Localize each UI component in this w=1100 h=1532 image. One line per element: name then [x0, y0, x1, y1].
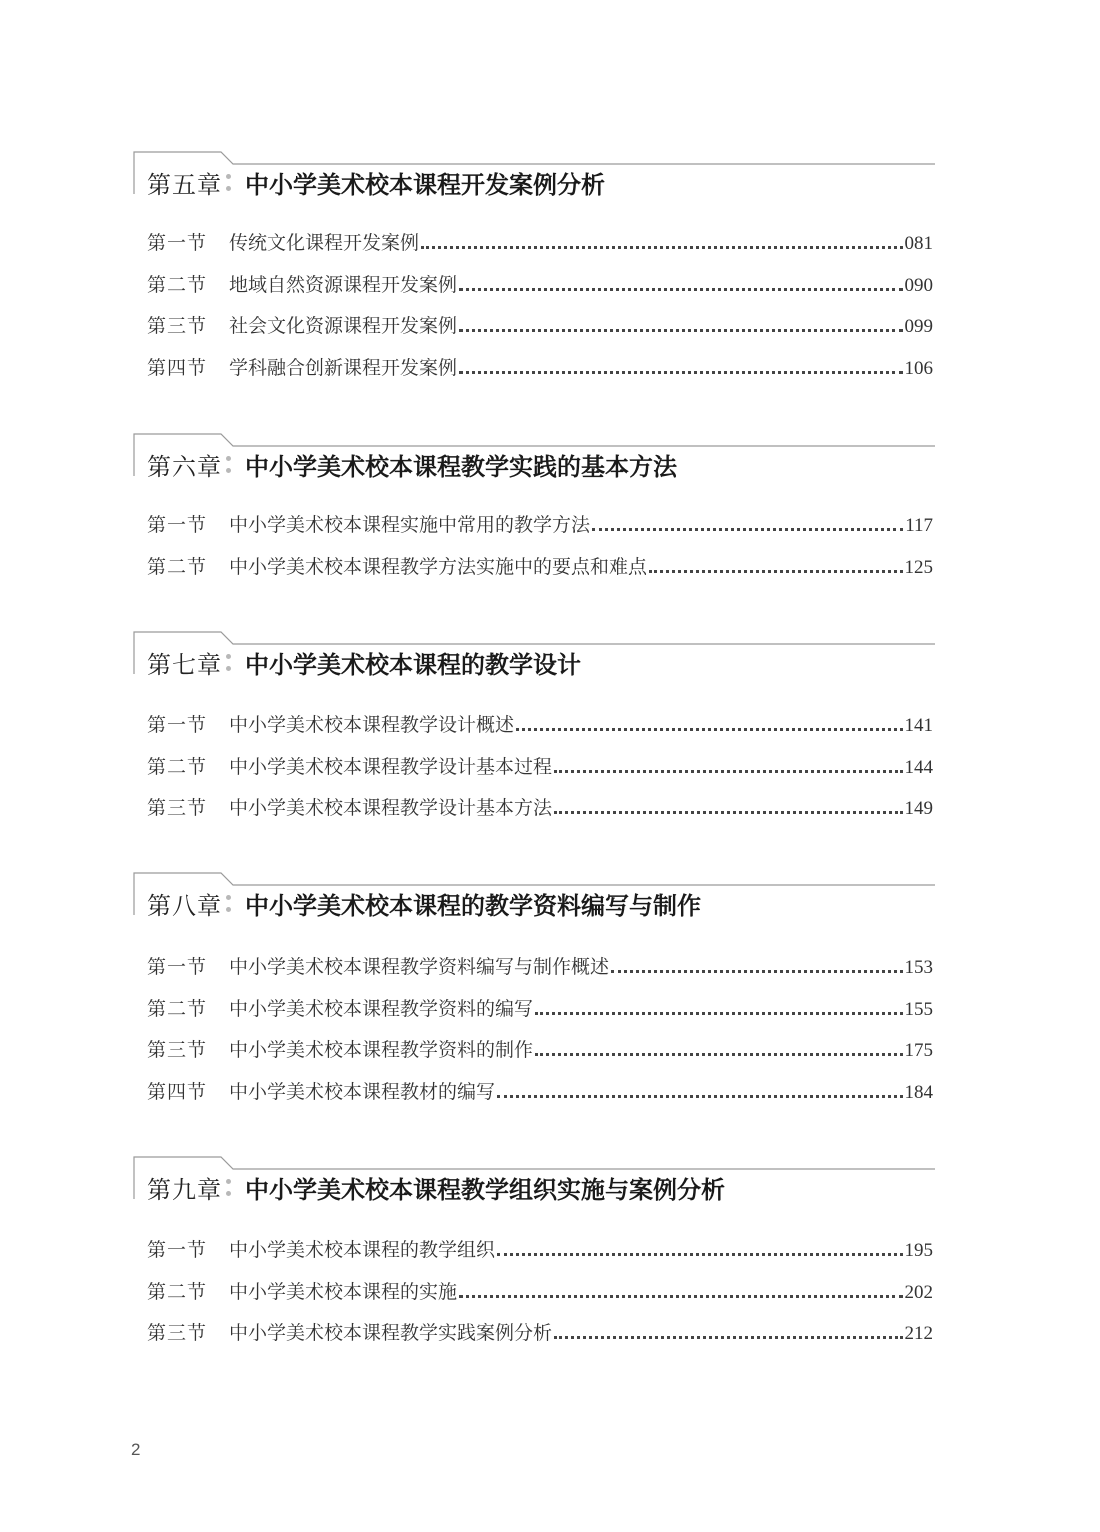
dot-leader	[516, 727, 902, 731]
chapter-number: 第五章	[147, 171, 222, 199]
page-ref: 212	[904, 1323, 933, 1344]
page-ref: 144	[904, 757, 933, 778]
page-ref: 117	[905, 515, 933, 536]
section-number: 第二节	[147, 756, 208, 778]
section-number: 第三节	[147, 1039, 208, 1061]
dot-leader	[554, 1335, 902, 1339]
toc-entry[interactable]	[147, 1318, 933, 1348]
toc-entry[interactable]	[147, 353, 933, 383]
toc-entry[interactable]	[147, 1035, 933, 1065]
chapter-separator	[225, 1175, 231, 1201]
page-ref: 155	[904, 999, 933, 1020]
dot-leader	[421, 245, 902, 249]
page-ref: 141	[904, 715, 933, 736]
section-title: 地域自然资源课程开发案例	[229, 274, 458, 296]
page-ref: 175	[904, 1040, 933, 1061]
toc-entry[interactable]	[147, 1077, 933, 1107]
section-number: 第一节	[147, 232, 208, 254]
page-ref: 081	[904, 233, 933, 254]
toc-entry[interactable]	[147, 994, 933, 1024]
dot-leader	[497, 1252, 902, 1256]
page-ref: 099	[904, 316, 933, 337]
dot-leader	[459, 287, 902, 291]
section-number: 第二节	[147, 556, 208, 578]
toc-entry[interactable]	[147, 510, 933, 540]
section-number: 第三节	[147, 315, 208, 337]
page-ref: 153	[904, 957, 933, 978]
dot-leader	[649, 569, 902, 573]
dot-leader	[459, 370, 902, 374]
chapter-title: 中小学美术校本课程的教学设计	[245, 650, 581, 679]
chapter-6	[133, 430, 935, 578]
page-ref: 106	[904, 358, 933, 379]
section-title: 中小学美术校本课程教材的编写	[229, 1081, 496, 1103]
section-title: 社会文化资源课程开发案例	[229, 315, 458, 337]
chapter-9	[133, 1153, 935, 1344]
page-ref: 202	[904, 1282, 933, 1303]
chapter-header	[133, 148, 935, 199]
dot-leader	[459, 328, 902, 332]
section-number: 第三节	[147, 797, 208, 819]
dot-leader	[497, 1094, 902, 1098]
page-ref: 125	[904, 557, 933, 578]
dot-leader	[554, 810, 902, 814]
section-title: 中小学美术校本课程教学设计基本方法	[229, 797, 553, 819]
dot-leader	[535, 1052, 902, 1056]
toc-entry[interactable]	[147, 552, 933, 582]
chapter-separator	[225, 650, 231, 676]
section-number: 第三节	[147, 1322, 208, 1344]
dot-leader	[611, 969, 902, 973]
chapter-8	[133, 869, 935, 1103]
section-title: 中小学美术校本课程的实施	[229, 1281, 458, 1303]
section-title: 中小学美术校本课程教学资料的制作	[229, 1039, 534, 1061]
page-number: 2	[131, 1440, 141, 1459]
toc-entry[interactable]	[147, 752, 933, 782]
section-number: 第一节	[147, 956, 208, 978]
toc-entry[interactable]	[147, 1277, 933, 1307]
chapter-title: 中小学美术校本课程教学组织实施与案例分析	[245, 1175, 725, 1204]
toc-entry[interactable]	[147, 270, 933, 300]
section-title: 中小学美术校本课程教学设计基本过程	[229, 756, 553, 778]
chapter-separator	[225, 452, 231, 478]
page-ref: 149	[904, 798, 933, 819]
section-title: 中小学美术校本课程教学资料的编写	[229, 998, 534, 1020]
section-title: 中小学美术校本课程教学设计概述	[229, 714, 515, 736]
section-title: 中小学美术校本课程实施中常用的教学方法	[229, 514, 591, 536]
section-title: 中小学美术校本课程教学方法实施中的要点和难点	[229, 556, 648, 578]
chapter-separator	[225, 170, 231, 196]
section-number: 第一节	[147, 1239, 208, 1261]
toc-entry[interactable]	[147, 793, 933, 823]
dot-leader	[592, 527, 903, 531]
chapter-title: 中小学美术校本课程开发案例分析	[245, 170, 605, 199]
chapter-number: 第七章	[147, 651, 222, 679]
chapter-header	[133, 430, 935, 481]
chapter-header	[133, 1153, 935, 1204]
chapter-separator	[225, 891, 231, 917]
section-number: 第四节	[147, 1081, 208, 1103]
chapter-7	[133, 628, 935, 819]
section-number: 第二节	[147, 274, 208, 296]
section-title: 中小学美术校本课程的教学组织	[229, 1239, 496, 1261]
dot-leader	[554, 769, 902, 773]
chapter-number: 第六章	[147, 453, 222, 481]
chapter-title: 中小学美术校本课程教学实践的基本方法	[245, 452, 677, 481]
toc-entry[interactable]	[147, 952, 933, 982]
toc-entry[interactable]	[147, 311, 933, 341]
section-number: 第四节	[147, 357, 208, 379]
section-number: 第二节	[147, 1281, 208, 1303]
chapter-number: 第八章	[147, 892, 222, 920]
section-title: 学科融合创新课程开发案例	[229, 357, 458, 379]
chapter-header	[133, 869, 935, 920]
toc-entry[interactable]	[147, 228, 933, 258]
section-number: 第一节	[147, 514, 208, 536]
toc-entry[interactable]	[147, 710, 933, 740]
chapter-header	[133, 628, 935, 679]
chapter-title: 中小学美术校本课程的教学资料编写与制作	[245, 891, 701, 920]
page-ref: 090	[904, 275, 933, 296]
section-title: 传统文化课程开发案例	[229, 232, 420, 254]
dot-leader	[535, 1011, 902, 1015]
section-title: 中小学美术校本课程教学实践案例分析	[229, 1322, 553, 1344]
section-number: 第二节	[147, 998, 208, 1020]
page-ref: 184	[904, 1082, 933, 1103]
dot-leader	[459, 1294, 902, 1298]
page-ref: 195	[904, 1240, 933, 1261]
chapter-number: 第九章	[147, 1176, 222, 1204]
section-number: 第一节	[147, 714, 208, 736]
section-title: 中小学美术校本课程教学资料编写与制作概述	[229, 956, 610, 978]
toc-entry[interactable]	[147, 1235, 933, 1265]
chapter-5	[133, 148, 935, 379]
